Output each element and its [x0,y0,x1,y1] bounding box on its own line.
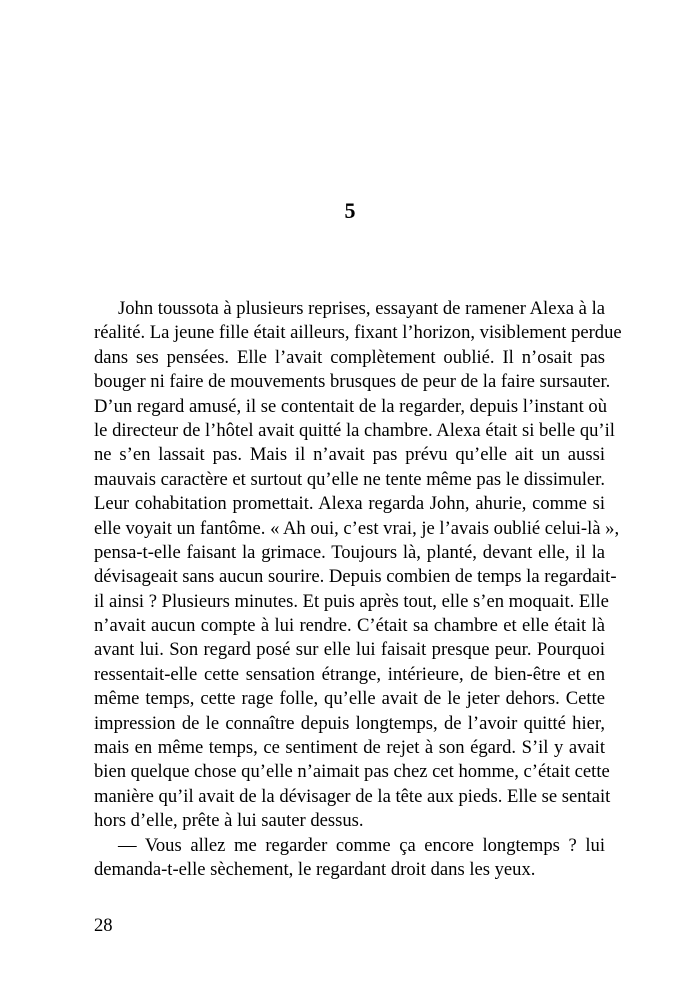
paragraph-line: D’un regard amusé, il se contentait de la regarder, depuis l’instant où [94,395,607,417]
paragraph-line: bien quelque chose qu’elle n’aimait pas chez cet homme, c’était cette [94,761,610,783]
dialogue-line: — Vous allez me regarder comme ça encore longtemps ? lui [118,834,605,856]
paragraph-line: Leur cohabitation promettait. Alexa regarda John, ahurie, comme si [94,493,605,515]
paragraph-line: même temps, cette rage folle, qu’elle avait de le jeter dehors. Cette [94,688,605,710]
paragraph-line: dans ses pensées. Elle l’avait complètement oublié. Il n’osait pas [94,346,605,368]
paragraph-line: ressentait-elle cette sensation étrange, intérieure, de bien-être et en [94,663,605,685]
paragraph-line: pensa-t-elle faisant la grimace. Toujours là, planté, devant elle, il la [94,541,605,563]
chapter-number: 5 [344,198,356,223]
paragraph-line: hors d’elle, prête à lui sauter dessus. [94,810,364,832]
paragraph-line: avant lui. Son regard posé sur elle lui faisait presque peur. Pourquoi [94,639,605,661]
paragraph-line: mais en même temps, ce sentiment de rejet à son égard. S’il y avait [94,737,605,759]
paragraph-line: mauvais caractère et surtout qu’elle ne tente même pas le dissimuler. [94,468,605,490]
chapter-body-text [94,297,622,882]
page-number: 28 [94,915,113,936]
paragraph-line: bouger ni faire de mouvements brusques de peur de la faire sursauter. [94,371,611,393]
paragraph-line: John toussota à plusieurs reprises, essayant de ramener Alexa à la [118,298,605,319]
paragraph-line: elle voyait un fantôme. « Ah oui, c’est vrai, je l’avais oublié celui-là », [94,517,620,539]
paragraph-line: manière qu’il avait de la dévisager de la tête aux pieds. Elle se sentait [94,785,611,807]
paragraph-line: dévisageait sans aucun sourire. Depuis combien de temps la regardait- [94,566,617,588]
paragraph-line: ne s’en lassait pas. Mais il n’avait pas prévu qu’elle ait un aussi [94,444,605,466]
paragraph-line: réalité. La jeune fille était ailleurs, fixant l’horizon, visiblement perdue [94,322,622,344]
paragraph-line: n’avait aucun compte à lui rendre. C’était sa chambre et elle était là [94,615,605,637]
paragraph-line: impression de le connaître depuis longtemps, de l’avoir quitté hier, [94,712,605,734]
dialogue-line: demanda-t-elle sèchement, le regardant droit dans les yeux. [94,858,536,880]
paragraph-line: le directeur de l’hôtel avait quitté la chambre. Alexa était si belle qu’il [94,419,615,441]
paragraph-line: il ainsi ? Plusieurs minutes. Et puis après tout, elle s’en moquait. Elle [94,590,609,612]
